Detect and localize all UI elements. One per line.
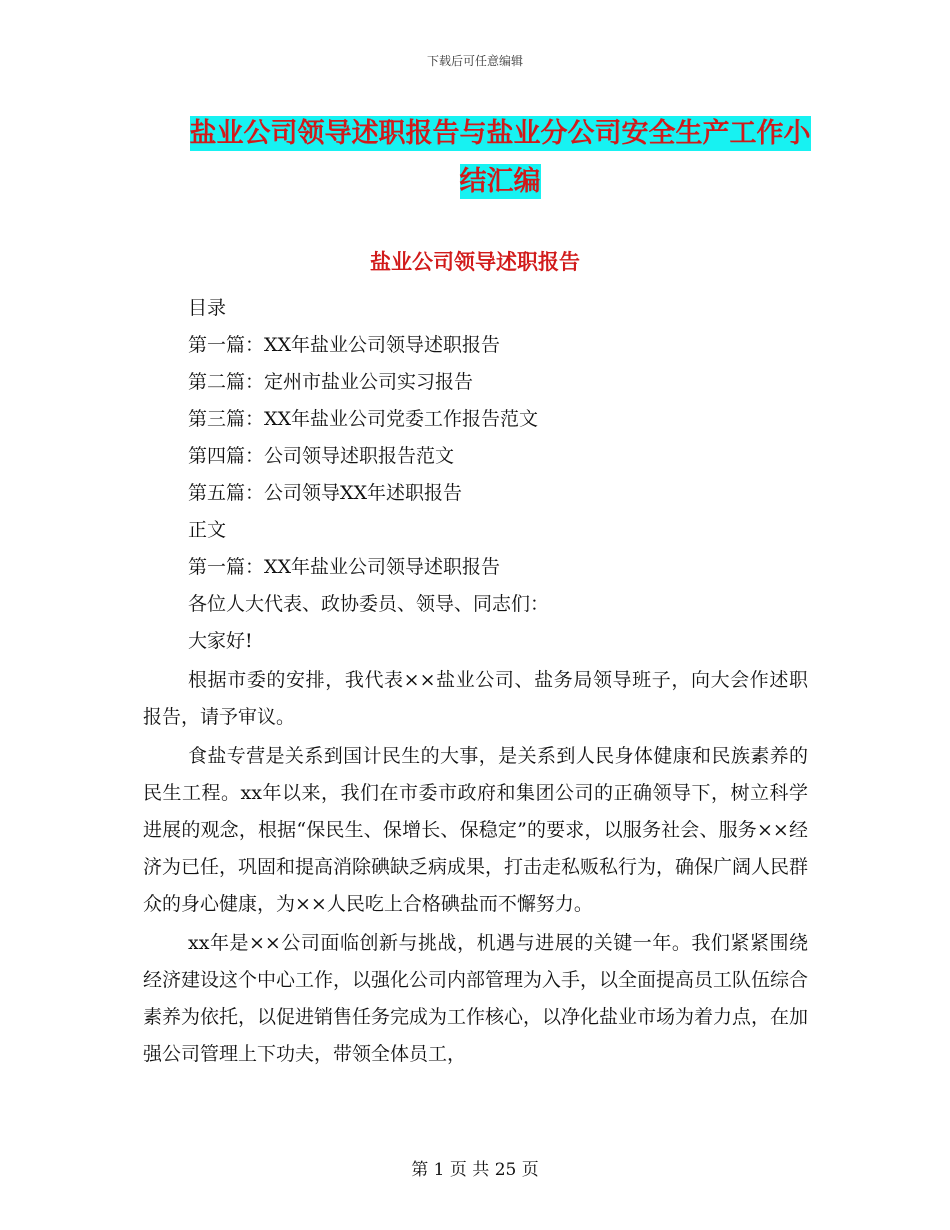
page-footer: 第 1 页 共 25 页: [411, 1160, 539, 1180]
paragraph-1: 根据市委的安排，我代表××盐业公司、盐务局领导班子，向大会作述职报告，请予审议。: [143, 669, 808, 728]
toc-item-2: 第二篇：定州市盐业公司实习报告: [188, 371, 474, 393]
paragraph-2: 食盐专营是关系到国计民生的大事，是关系到人民身体健康和民族素养的民生工程。xx年以来，我们在市委市政府和集团公司的正确领导下，树立科学进展的观念，根据“保民生、保增长、保稳定”的要求，以服务社会、服务××经济为已任，巩固和提高消除碘缺乏病成果，打击走私贩私行为，确保广阔人民群众的身心健康，为××人民吃上合格碘盐而不懈努力。: [143, 745, 809, 915]
title-line-2: 结汇编: [459, 166, 541, 197]
main-heading: 正文: [188, 519, 227, 541]
chapter-title: 第一篇：XX年盐业公司领导述职报告: [188, 556, 501, 578]
header-note: 下载后可任意编辑: [426, 54, 523, 68]
toc-item-3: 第三篇：XX年盐业公司党委工作报告范文: [188, 408, 539, 430]
paragraph-3: xx年是××公司面临创新与挑战，机遇与进展的关键一年。我们紧紧围绕经济建设这个中心工作，以强化公司内部管理为入手，以全面提高员工队伍综合素养为依托，以促进销售任务完成为工作核心，以净化盐业市场为着力点，在加强公司管理上下功夫，带领全体员工，: [143, 932, 809, 1065]
document-title: [150, 110, 850, 206]
title-line-1: 盐业公司领导述职报告与盐业分公司安全生产工作小: [189, 118, 811, 149]
greeting: 大家好!: [188, 630, 253, 652]
toc-item-5: 第五篇：公司领导XX年述职报告: [188, 482, 463, 504]
toc-item-4: 第四篇：公司领导述职报告范文: [188, 445, 455, 467]
toc-heading: 目录: [188, 297, 227, 319]
section-title: 盐业公司领导述职报告: [370, 250, 580, 274]
salutation: 各位人大代表、政协委员、领导、同志们：: [188, 593, 550, 615]
document-body: [143, 290, 808, 1073]
toc-item-1: 第一篇：XX年盐业公司领导述职报告: [188, 334, 501, 356]
